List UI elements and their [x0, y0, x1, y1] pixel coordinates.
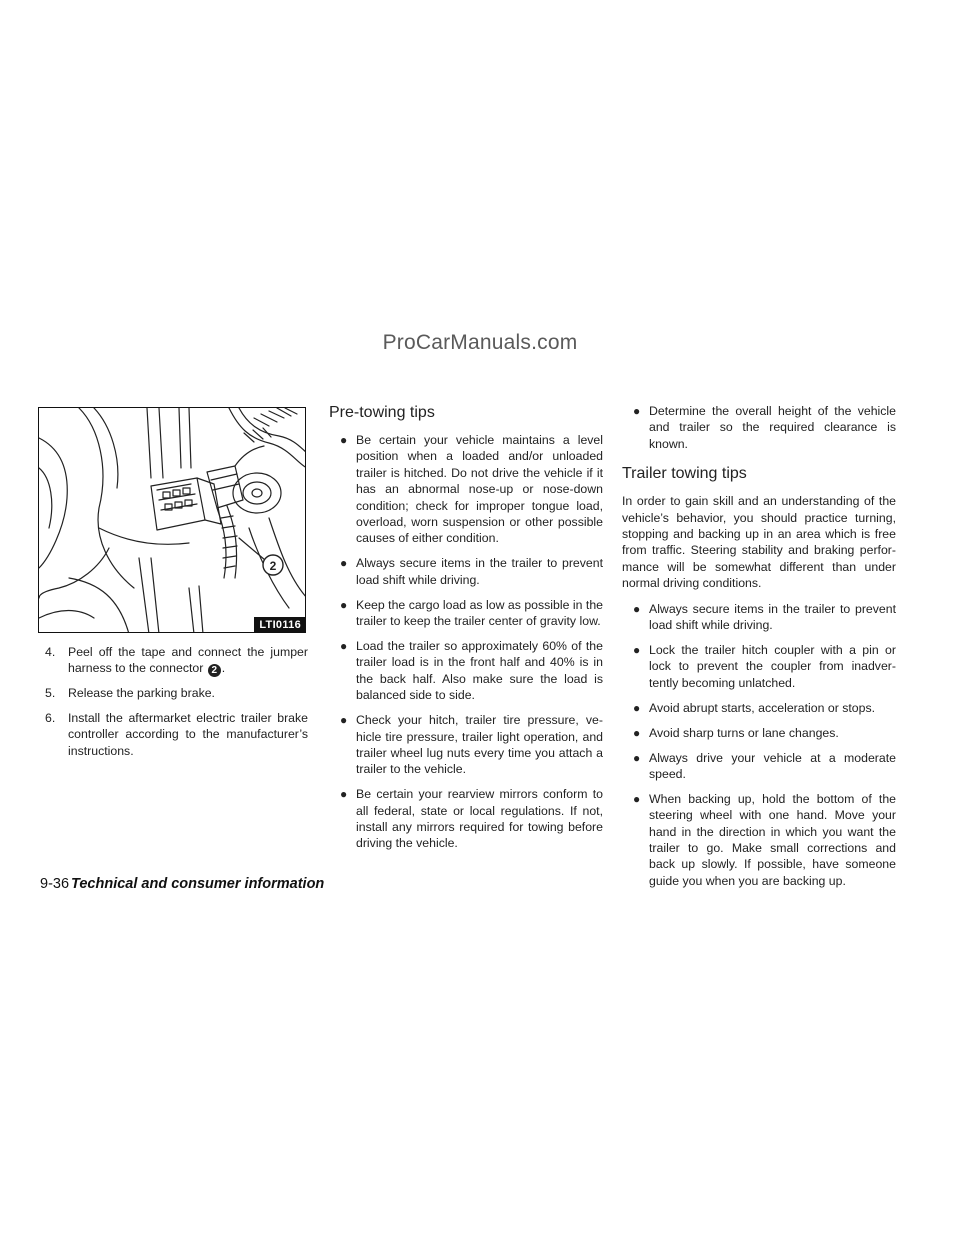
figure-callout-label: 2 [269, 559, 277, 573]
bullet-icon: ● [633, 750, 641, 765]
section-title: Technical and consumer information [71, 876, 325, 892]
list-item [622, 750, 896, 783]
step-number: 5. [45, 686, 56, 701]
bullet-icon: ● [633, 791, 641, 806]
page-number: 9-36 [40, 876, 70, 892]
column-1 [40, 644, 308, 767]
list-item [622, 700, 896, 716]
bullet-icon: ● [633, 725, 641, 740]
bullet-icon: ● [633, 404, 641, 418]
list-item-text: When backing up, hold the bottom of the steering wheel with one hand. Move your hand in the direction in which you want the trailer to go. Make small corrections and back up slowly. If possible, have someone guide you when you are backing up. [649, 791, 896, 888]
bullet-icon: ● [340, 787, 348, 802]
step-item [40, 710, 308, 759]
list-item-text: Determine the overall height of the vehicle and trailer so the required clearance is known. [649, 404, 896, 451]
list-item-text: Always secure items in the trailer to prevent load shift while driving. [356, 556, 603, 587]
list-item-text: Always secure items in the trailer to prevent load shift while driving. [649, 601, 896, 633]
list-item [622, 642, 896, 691]
list-item [329, 597, 603, 630]
list-item [622, 725, 896, 741]
bullet-icon: ● [633, 601, 641, 616]
connector-drawing [39, 408, 306, 633]
watermark: ProCarManuals.com [382, 331, 578, 354]
pretowing-heading: Pre-towing tips [329, 404, 435, 421]
bullet-icon: ● [340, 638, 348, 653]
connector-callout: 2 [208, 664, 221, 677]
step-text: Install the aftermarket electric trailer brake controller according to the manufacturer’s instructions. [68, 710, 308, 758]
towing-heading: Trailer towing tips [622, 465, 747, 483]
column-3 [622, 403, 896, 898]
list-item-text: Check your hitch, trailer tire pressure, ve-hicle tire pressure, trailer light operation, and trailer wheel lug nuts every time you attach a trailer to the vehicle. [356, 713, 603, 777]
list-item-text: Load the trailer so approximately 60% of the trailer load is in the front half and 40% is in the back half. Also make sure the load is balanced side to side. [356, 638, 603, 703]
list-item [622, 791, 896, 889]
towing-intro: In order to gain skill and an understanding of the vehicle’s behavior, you should practice turning, stopping and backing up in an area which is free from traffic. Steering stability and braking perfor-mance will be somewhat different than under normal driving conditions. [622, 494, 896, 591]
step-item [40, 685, 308, 701]
list-item [329, 786, 603, 852]
list-item-text: Lock the trailer hitch coupler with a pin or lock to prevent the coupler from inadver-tently becoming unlatched. [649, 642, 896, 690]
bullet-icon: ● [633, 700, 641, 715]
bullet-icon: ● [340, 556, 348, 571]
connector-illustration [38, 407, 306, 633]
step-number: 6. [45, 710, 56, 725]
figure-id: LTI0116 [254, 617, 305, 632]
bullet-icon: ● [633, 642, 641, 657]
list-item-text: Always drive your vehicle at a moderate speed. [649, 750, 896, 781]
column-2 [329, 403, 603, 860]
step-item [40, 644, 308, 677]
bullet-icon: ● [340, 433, 348, 447]
step-number: 4. [45, 645, 56, 659]
list-item-text: Be certain your rearview mirrors conform to all federal, state or local regulations. If not, install any mirrors required for towing before driving the vehicle. [356, 787, 603, 851]
list-item-text: Keep the cargo load as low as possible in the trailer to keep the trailer center of gravity low. [356, 597, 603, 629]
list-item-text: Avoid sharp turns or lane changes. [649, 725, 839, 740]
list-item [329, 432, 603, 547]
list-item-text: Avoid abrupt starts, acceleration or stops. [649, 700, 876, 715]
step-text: Peel off the tape and connect the jumper harness to the connector [68, 645, 308, 676]
list-item-text: Be certain your vehicle maintains a level position when a loaded and/or unloaded trailer is hitched. Do not drive the vehicle if it has an abnormal nose-up or nose-down condition; check for improper tongue load, overload, worn suspension or other possible causes of either condition. [356, 433, 603, 546]
list-item [622, 601, 896, 634]
step-text-end: . [221, 661, 226, 676]
list-item [329, 712, 603, 778]
page-footer [40, 876, 324, 892]
list-item [622, 403, 896, 452]
bullet-icon: ● [340, 713, 348, 728]
list-item [329, 638, 603, 704]
list-item [329, 555, 603, 588]
bullet-icon: ● [340, 597, 348, 612]
step-text: Release the parking brake. [68, 686, 215, 701]
